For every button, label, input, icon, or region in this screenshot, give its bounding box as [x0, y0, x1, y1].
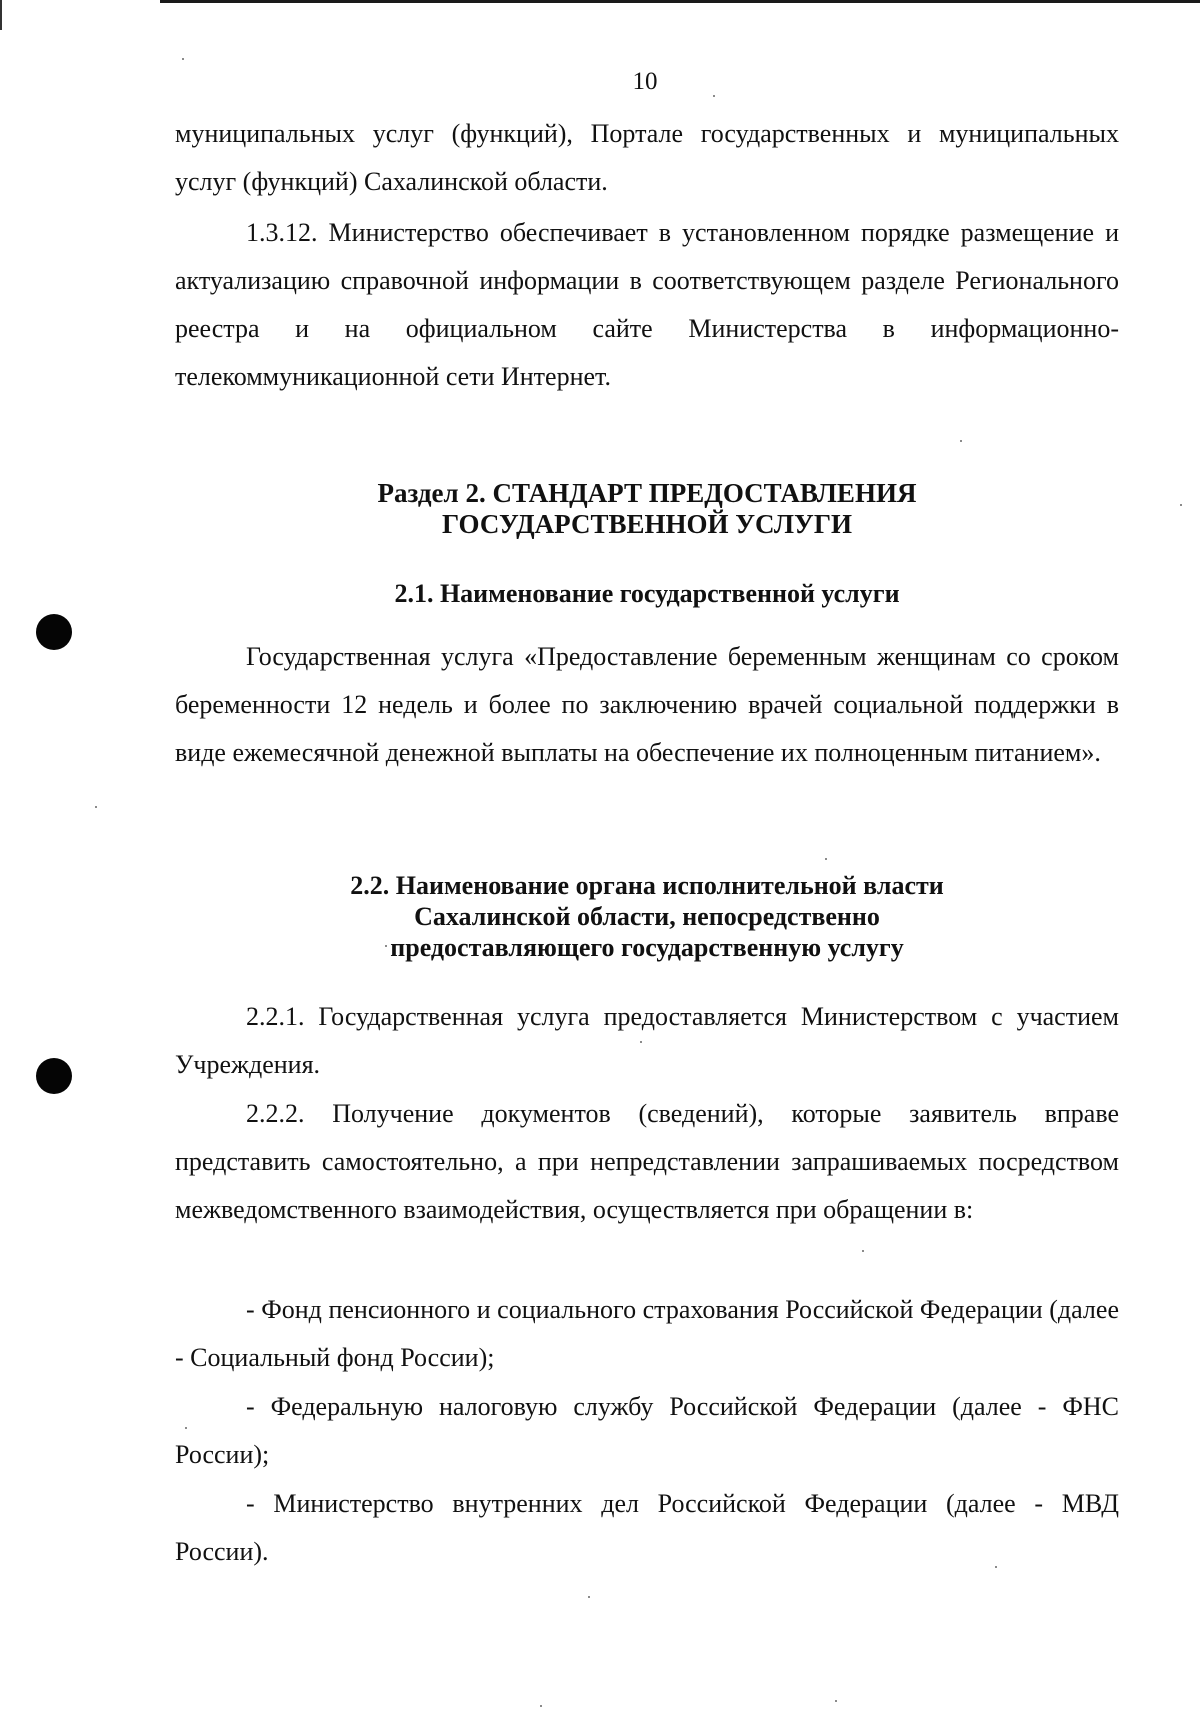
list-item: - Министерство внутренних дел Российской Федерации (далее - МВД России).: [175, 1489, 1119, 1566]
list-item: - Федеральную налоговую службу Российской Федерации (далее - ФНС России);: [175, 1392, 1119, 1469]
scan-speck: [835, 1700, 837, 1702]
paragraph-2-2-1: [175, 993, 1119, 1089]
heading-line: 2.1. Наименование государственной услуги: [394, 579, 900, 608]
paragraph-2-2-2: [175, 1090, 1119, 1234]
list-item-social-fund: [175, 1286, 1119, 1382]
heading-line: предоставляющего государственную услугу: [390, 933, 904, 962]
top-border-line: [160, 0, 1200, 3]
scan-speck: [182, 58, 184, 60]
scan-speck: [185, 1427, 187, 1429]
scan-speck: [95, 806, 97, 808]
scan-speck: [1180, 504, 1182, 506]
list-item: - Фонд пенсионного и социального страхования Российской Федерации (далее - Социальный фонд России);: [175, 1295, 1119, 1372]
paragraph-1-3-12: [175, 209, 1119, 401]
scan-speck: [540, 1705, 542, 1707]
scan-speck: [862, 1250, 864, 1252]
scan-speck: [588, 1596, 590, 1598]
paragraph-continuation: [175, 110, 1119, 206]
page-number: 10: [632, 68, 658, 95]
paragraph-2-1: [175, 633, 1119, 777]
heading-line: Сахалинской области, непосредственно: [414, 902, 880, 931]
scan-speck: [825, 858, 827, 860]
heading-line: ГОСУДАРСТВЕННОЙ УСЛУГИ: [442, 509, 852, 539]
paragraph-text: 2.2.2. Получение документов (сведений), которые заявитель вправе представить самостоятельно, а при непредставлении запрашиваемых посредством межведомственного взаимодействия, осуществляется при обращении в:: [175, 1099, 1119, 1224]
scan-speck: [385, 945, 387, 947]
punch-hole-upper: [36, 614, 72, 650]
scan-speck: [713, 95, 715, 97]
subsection-2-2-heading: [175, 870, 1119, 963]
paragraph-text: муниципальных услуг (функций), Портале государственных и муниципальных услуг (функций) Сахалинской области.: [175, 119, 1119, 196]
heading-line: 2.2. Наименование органа исполнительной власти: [350, 871, 944, 900]
subsection-2-1-heading: [175, 578, 1119, 609]
scan-edge-mark: [0, 0, 2, 30]
paragraph-text: Государственная услуга «Предоставление беременным женщинам со сроком беременности 12 недель и более по заключению врачей социальной поддержки в виде ежемесячной денежной выплаты на обеспечение их полноценным питанием».: [175, 642, 1119, 767]
list-item-fns: [175, 1383, 1119, 1479]
paragraph-text: 1.3.12. Министерство обеспечивает в установленном порядке размещение и актуализацию справочной информации в соответствующем разделе Регионального реестра и на официальном сайте Министерства в информационно-телекоммуникационной сети Интернет.: [175, 218, 1119, 391]
heading-line: Раздел 2. СТАНДАРТ ПРЕДОСТАВЛЕНИЯ: [377, 478, 917, 508]
paragraph-text: 2.2.1. Государственная услуга предоставляется Министерством с участием Учреждения.: [175, 1002, 1119, 1079]
section-2-heading: [175, 478, 1119, 540]
list-item-mvd: [175, 1480, 1119, 1576]
scan-speck: [960, 440, 962, 442]
scan-speck: [995, 1566, 997, 1568]
scan-speck: [640, 1041, 642, 1043]
punch-hole-lower: [36, 1058, 72, 1094]
